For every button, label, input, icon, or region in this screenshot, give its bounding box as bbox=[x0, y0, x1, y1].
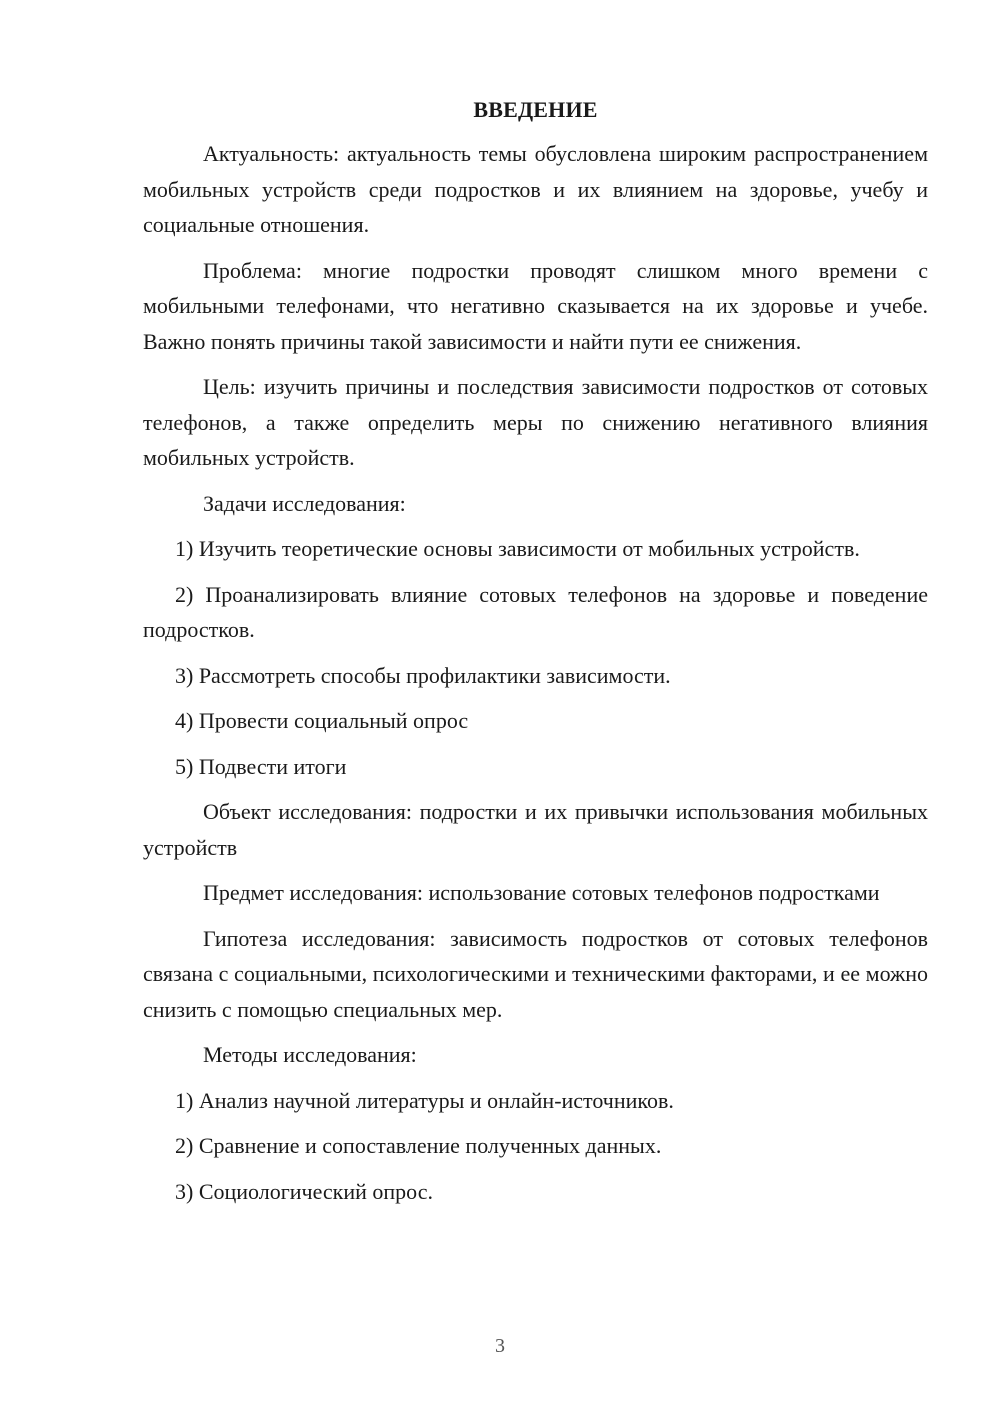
paragraph-object: Объект исследования: подростки и их привычки использования мобильных устройств bbox=[143, 799, 928, 860]
list-item-method-1: 1) Анализ научной литературы и онлайн-источников. bbox=[175, 1087, 674, 1113]
paragraph-goal: Цель: изучить причины и последствия зависимости подростков от сотовых телефонов, а также определить меры по снижению негативного влияния мобильных устройств. bbox=[143, 374, 928, 470]
paragraph-methods-heading: Методы исследования: bbox=[203, 1042, 417, 1067]
list-item-method-2: 2) Сравнение и сопоставление полученных данных. bbox=[175, 1133, 662, 1158]
paragraph-hypothesis: Гипотеза исследования: зависимость подростков от сотовых телефонов связана с социальными, психологическими и техническими факторами, и ее можно снизить с помощью специальных мер. bbox=[143, 925, 928, 1022]
document-page bbox=[143, 92, 928, 1332]
section-title: ВВЕДЕНИЕ bbox=[473, 97, 598, 122]
paragraph-relevance: Актуальность: актуальность темы обусловлена широким распространением мобильных устройств среди подростков и их влиянием на здоровье, учебу и социальные отношения. bbox=[143, 141, 928, 237]
list-item-task-5: 5) Подвести итоги bbox=[175, 753, 347, 779]
list-item-task-3: 3) Рассмотреть способы профилактики зависимости. bbox=[175, 662, 671, 688]
paragraph-problem: Проблема: многие подростки проводят слишком много времени с мобильными телефонами, что негативно сказывается на их здоровье и учебе. Важно понять причины такой зависимости и найти пути ее снижения. bbox=[143, 257, 928, 354]
paragraph-tasks-heading: Задачи исследования: bbox=[203, 490, 406, 516]
list-item-method-3: 3) Социологический опрос. bbox=[175, 1178, 433, 1204]
page-number: 3 bbox=[495, 1335, 505, 1357]
list-item-task-1: 1) Изучить теоретические основы зависимости от мобильных устройств. bbox=[175, 536, 860, 561]
list-item-task-4: 4) Провести социальный опрос bbox=[175, 708, 469, 733]
paragraph-subject: Предмет исследования: использование сотовых телефонов подростками bbox=[203, 880, 880, 905]
list-item-task-2: 2) Проанализировать влияние сотовых телефонов на здоровье и поведение подростков. bbox=[143, 581, 928, 642]
